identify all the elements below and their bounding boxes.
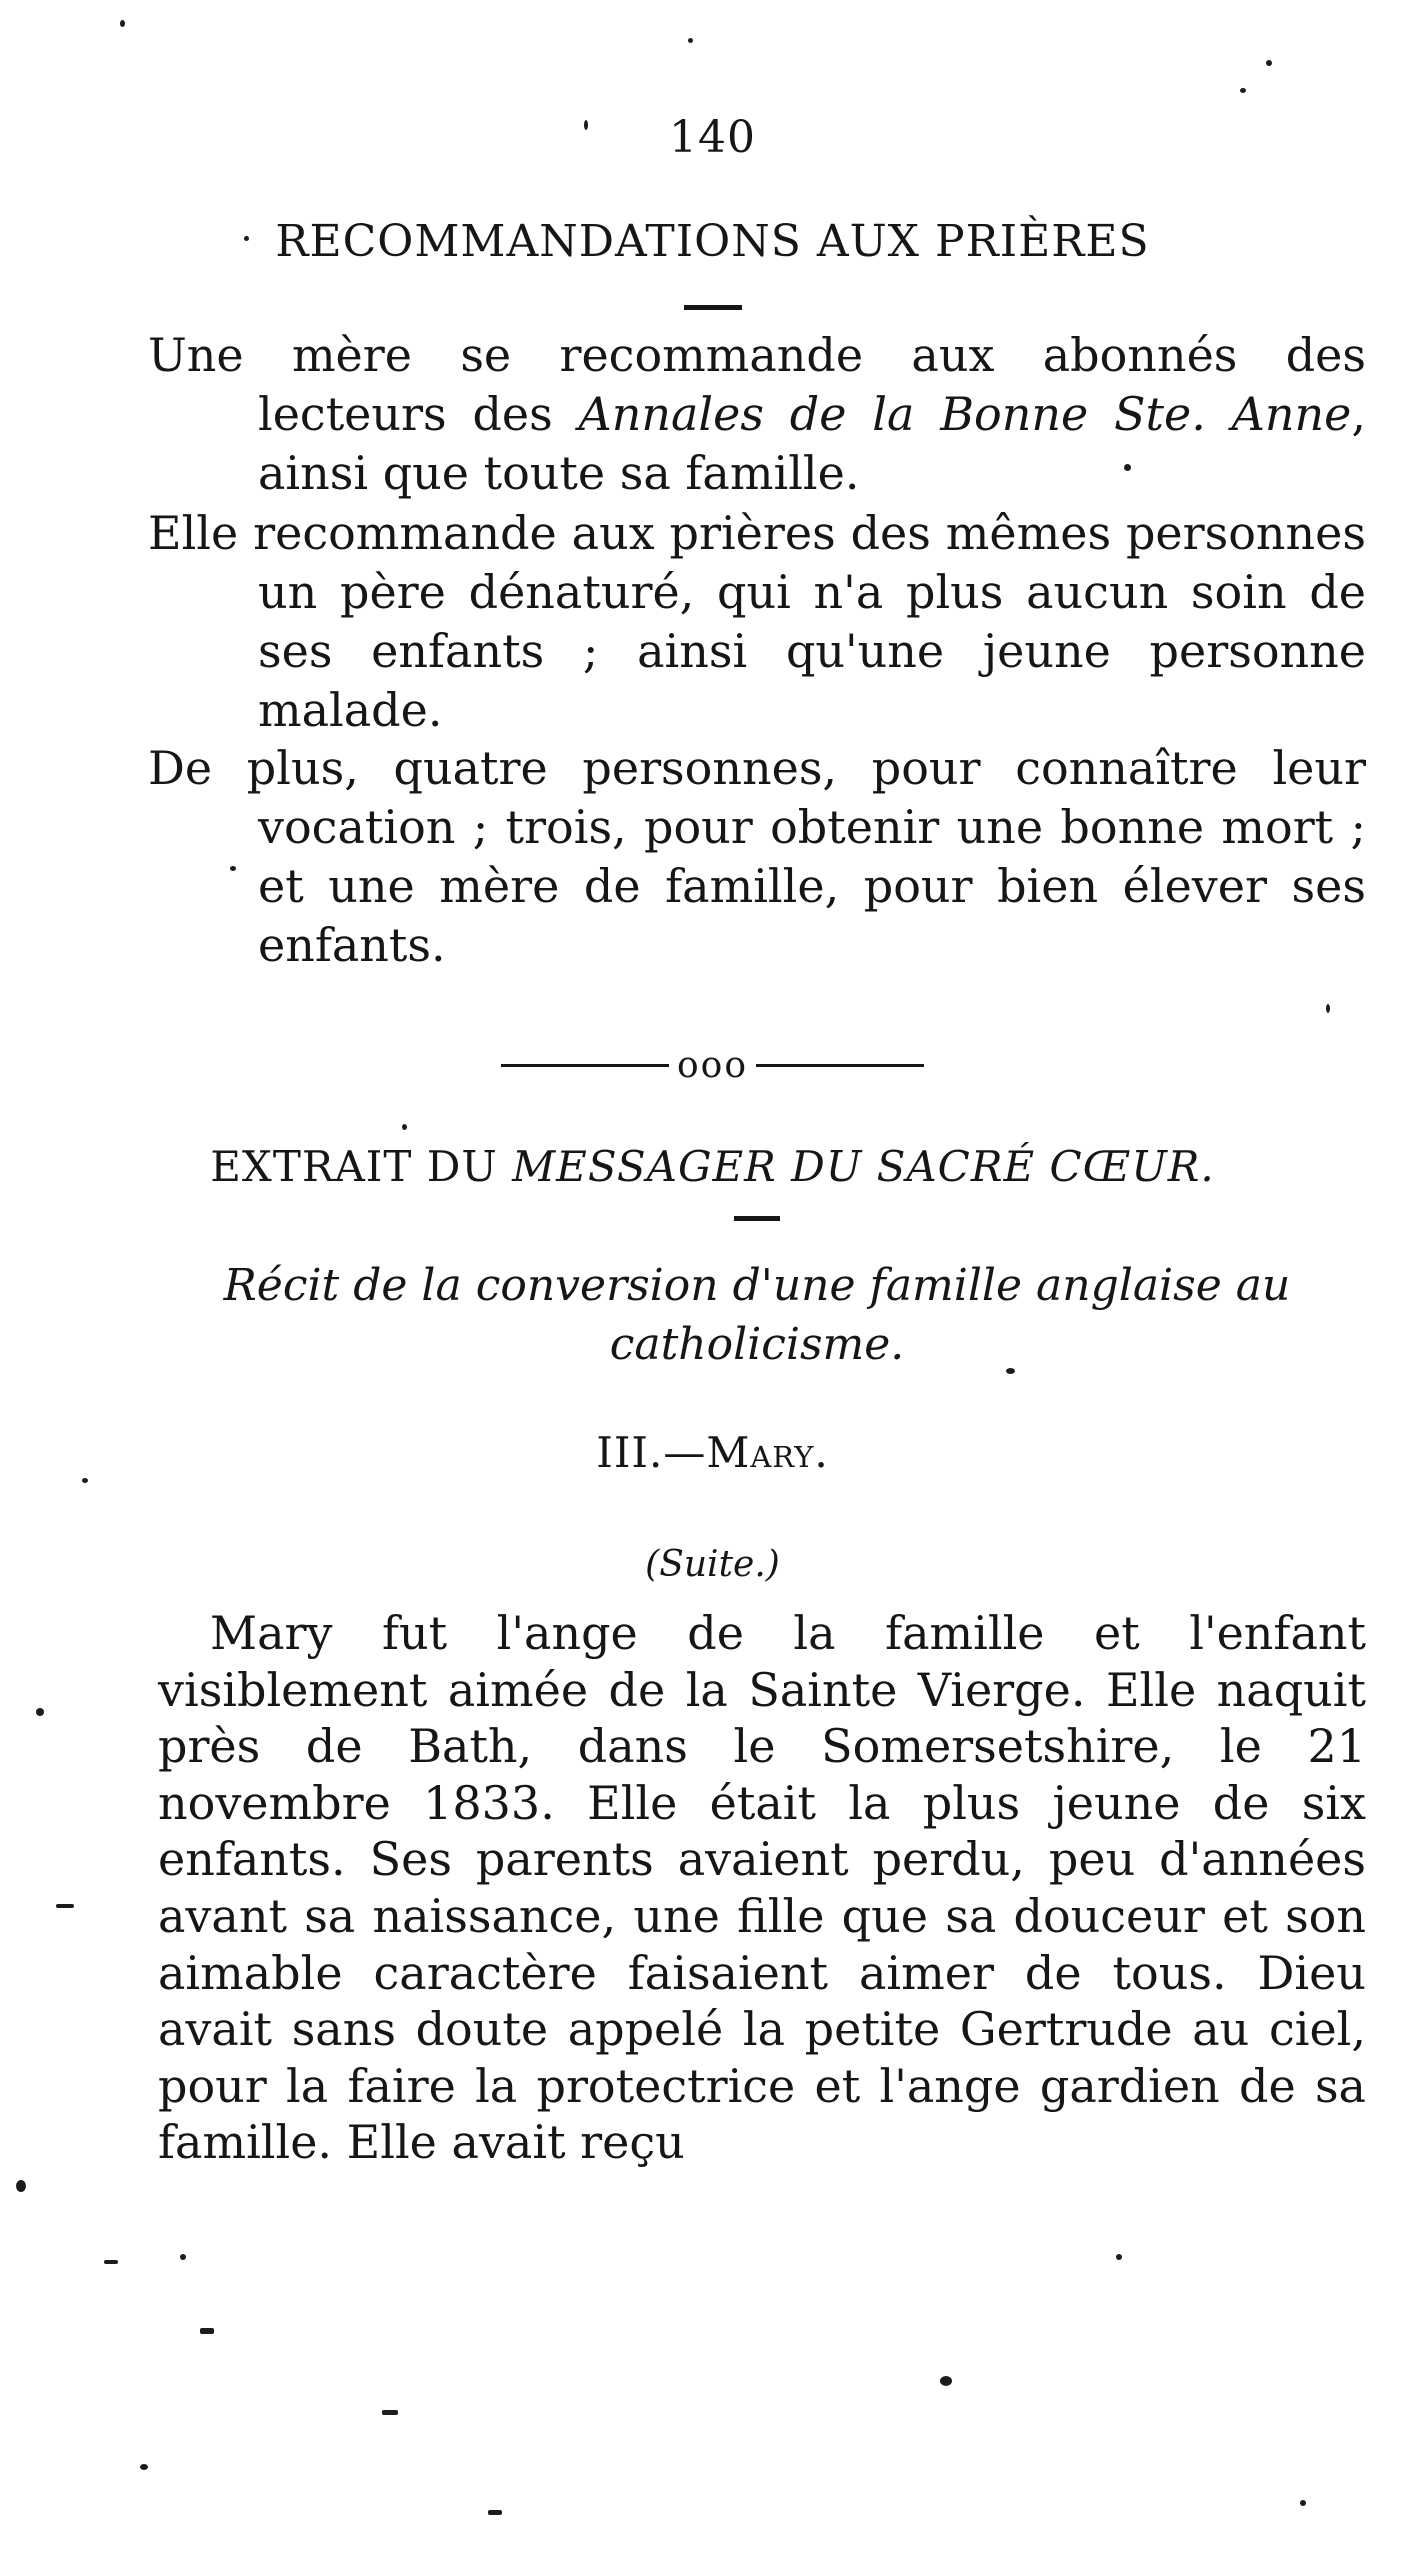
scan-speck: [688, 38, 693, 43]
journal-title: Annales de la Bonne Ste. Anne: [578, 387, 1352, 441]
scan-speck: [120, 20, 125, 27]
recommendation-paragraph: [148, 326, 1366, 503]
scan-speck: [1006, 1368, 1015, 1374]
scan-speck: [1300, 2500, 1306, 2506]
continuation-note: (Suite.): [645, 1544, 780, 1585]
extract-title: [0, 1142, 1425, 1191]
paragraph-text: De plus, quatre personnes, pour connaître leur vocation ; trois, pour obtenir une bonne mort ; et une mère de famille, pour bien élever ses enfants.: [148, 741, 1366, 972]
paragraph-text: Elle recommande aux prières des mêmes personnes un père dénaturé, qui n'a plus aucun soin de ses enfants ; ainsi qu'une jeune personne malade.: [148, 506, 1366, 737]
recommendation-paragraph: [148, 504, 1366, 740]
page-number: 140: [669, 112, 756, 163]
recommendation-paragraph: [148, 739, 1366, 975]
scan-speck: [1240, 88, 1246, 93]
scan-speck: [56, 1904, 74, 1908]
article-subtitle: Récit de la conversion d'une famille anglaise au catholicisme.: [223, 1260, 1291, 1370]
scan-speck: [1326, 1004, 1330, 1013]
title-rule: [684, 305, 742, 310]
scan-speck: [82, 1478, 88, 1483]
separator-line-right: [756, 1064, 924, 1067]
part-heading: [0, 1428, 1425, 1477]
part-number: III.—: [596, 1428, 707, 1477]
scan-speck: [180, 2254, 186, 2260]
scan-speck: [488, 2510, 502, 2515]
extract-source: MESSAGER DU SACRÉ CŒUR.: [512, 1142, 1215, 1191]
scan-speck: [1266, 60, 1272, 66]
scan-speck: [940, 2376, 952, 2386]
separator-mark: ooo: [676, 1045, 749, 1086]
scan-speck: [382, 2410, 398, 2415]
scan-speck: [104, 2260, 118, 2264]
scan-speck: [1116, 2254, 1122, 2260]
scan-speck: [244, 236, 249, 241]
scan-speck: [36, 1708, 44, 1716]
scan-speck: [230, 866, 236, 871]
body-paragraph: Mary fut l'ange de la famille et l'enfant visiblement aimée de la Sainte Vierge. Elle naquit près de Bath, dans le Somersetshire, le 21 novembre 1833. Elle était la plus jeune de six enfants. Ses parents avaient perdu, peu d'années avant sa naissance, une fille que sa douceur et son aimable caractère faisaient aimer de tous. Dieu avait sans doute appelé la petite Gertrude au ciel, pour la faire la protectrice et l'ange gardien de sa famille. Elle avait reçu: [158, 1606, 1366, 2170]
section-separator: [0, 1045, 1425, 1086]
section-title: RECOMMANDATIONS AUX PRIÈRES: [275, 216, 1150, 267]
scan-speck: [584, 120, 588, 130]
part-name: Mary.: [706, 1428, 829, 1477]
paragraph-text: Une mère se recommande aux abonnés des lecteurs des: [148, 328, 1366, 441]
scan-speck: [16, 2180, 26, 2192]
extract-rule: [734, 1216, 780, 1221]
scan-speck: [1124, 464, 1131, 471]
scan-speck: [402, 1124, 407, 1130]
separator-line-left: [501, 1064, 669, 1067]
paragraph-text: , ainsi que toute sa famille.: [258, 387, 1366, 500]
extract-prefix: EXTRAIT DU: [210, 1142, 513, 1191]
scan-speck: [140, 2464, 148, 2470]
scan-speck: [200, 2328, 214, 2334]
